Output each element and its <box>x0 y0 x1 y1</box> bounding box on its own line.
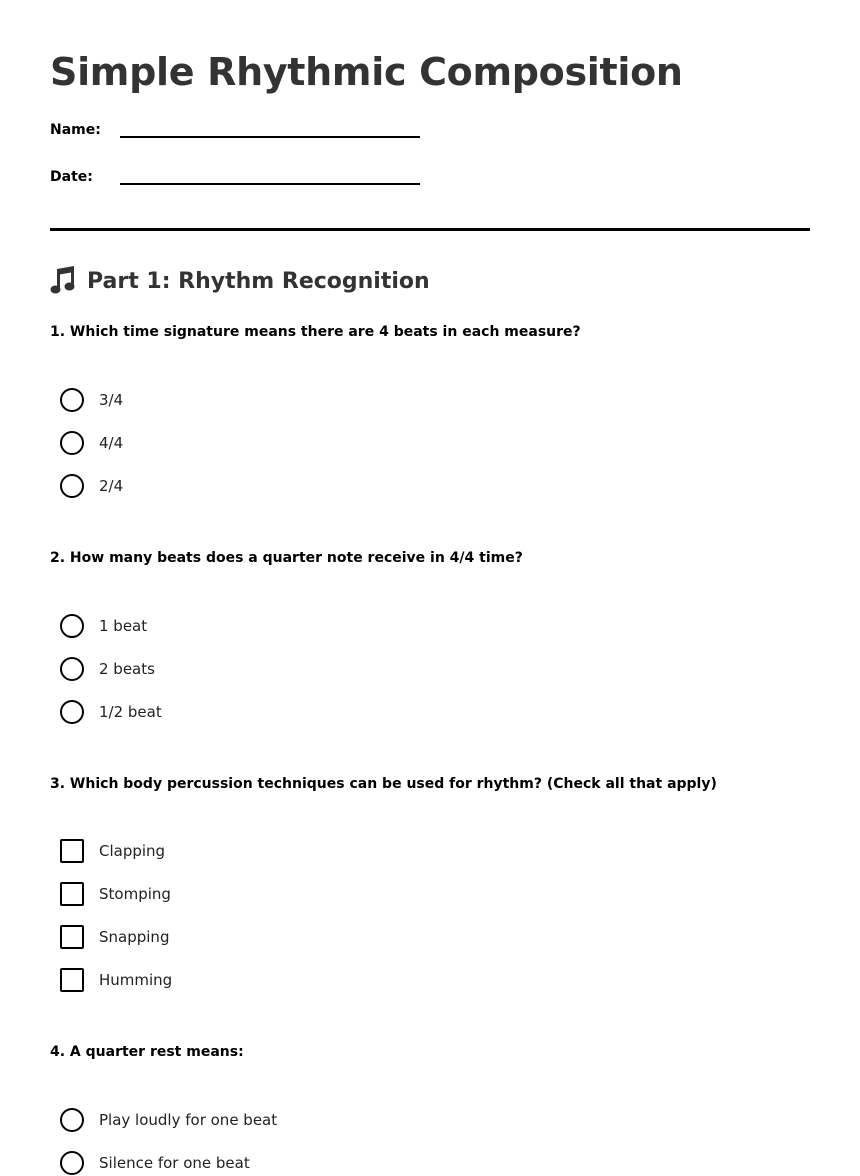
option-label: 4/4 <box>99 434 124 452</box>
question-1: 1. Which time signature means there are 4 beats in each measure? <box>50 324 581 340</box>
option-label: Humming <box>99 971 173 989</box>
option-label: Play loudly for one beat <box>99 1111 278 1129</box>
name-field-row <box>50 122 420 152</box>
q4-option-silence[interactable] <box>60 1150 250 1176</box>
q3-option-snapping[interactable] <box>60 924 169 950</box>
name-blank-line[interactable] <box>120 136 420 138</box>
radio-button[interactable] <box>60 657 84 681</box>
q2-option-1-beat[interactable] <box>60 613 147 639</box>
q4-option-play-loudly[interactable] <box>60 1107 277 1133</box>
radio-button[interactable] <box>60 700 84 724</box>
option-label: 2 beats <box>99 660 155 678</box>
option-label: Clapping <box>99 842 166 860</box>
option-label: Stomping <box>99 885 171 903</box>
option-label: 1 beat <box>99 617 148 635</box>
section-heading-text: Part 1: Rhythm Recognition <box>87 268 430 294</box>
q3-option-clapping[interactable] <box>60 838 165 864</box>
option-label: 2/4 <box>99 477 124 495</box>
radio-button[interactable] <box>60 614 84 638</box>
option-label: Snapping <box>99 928 170 946</box>
name-label: Name: <box>50 122 101 138</box>
q1-option-2-4[interactable] <box>60 473 123 499</box>
music-note-icon <box>50 266 78 296</box>
checkbox[interactable] <box>60 968 84 992</box>
date-label: Date: <box>50 169 93 185</box>
option-label: Silence for one beat <box>99 1154 250 1172</box>
radio-button[interactable] <box>60 388 84 412</box>
question-3: 3. Which body percussion techniques can be used for rhythm? (Check all that apply) <box>50 776 717 792</box>
header-divider <box>50 228 810 231</box>
question-2: 2. How many beats does a quarter note receive in 4/4 time? <box>50 550 523 566</box>
checkbox[interactable] <box>60 839 84 863</box>
q1-option-4-4[interactable] <box>60 430 123 456</box>
radio-button[interactable] <box>60 474 84 498</box>
radio-button[interactable] <box>60 431 84 455</box>
question-4: 4. A quarter rest means: <box>50 1044 244 1060</box>
option-label: 3/4 <box>99 391 124 409</box>
q3-option-stomping[interactable] <box>60 881 171 907</box>
checkbox[interactable] <box>60 882 84 906</box>
q2-option-half-beat[interactable] <box>60 699 162 725</box>
q3-option-humming[interactable] <box>60 967 172 993</box>
option-label: 1/2 beat <box>99 703 162 721</box>
checkbox[interactable] <box>60 925 84 949</box>
q2-option-2-beats[interactable] <box>60 656 155 682</box>
q1-option-3-4[interactable] <box>60 387 123 413</box>
date-field-row <box>50 169 420 199</box>
radio-button[interactable] <box>60 1108 84 1132</box>
date-blank-line[interactable] <box>120 183 420 185</box>
radio-button[interactable] <box>60 1151 84 1175</box>
page-title: Simple Rhythmic Composition <box>50 50 683 94</box>
section-heading-part1 <box>50 266 430 296</box>
